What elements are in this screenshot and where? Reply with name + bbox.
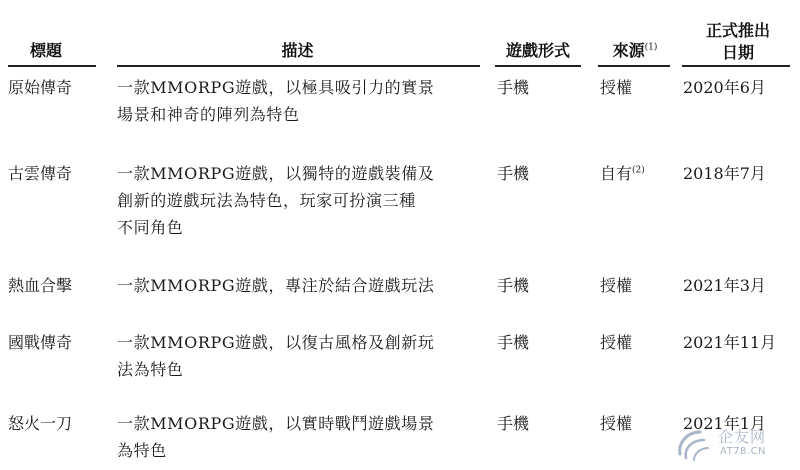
row-description-line: 法為特色 xyxy=(117,360,184,379)
header-source-note: (1) xyxy=(644,42,658,53)
watermark-subtext: AT78.CN xyxy=(720,446,767,457)
row-description xyxy=(117,160,477,241)
header-description: 描述 xyxy=(281,41,314,60)
watermark-text: 企友网 xyxy=(718,428,767,446)
row-format: 手機 xyxy=(497,276,530,295)
row-description-line: 不同角色 xyxy=(117,218,184,237)
row-description xyxy=(117,74,477,128)
row-title: 怒火一刀 xyxy=(8,414,73,433)
header-rule-format xyxy=(495,65,581,67)
header-title: 標題 xyxy=(29,41,62,60)
row-date: 2021年11月 xyxy=(683,333,777,352)
row-source xyxy=(600,272,632,299)
row-date: 2021年3月 xyxy=(683,276,766,295)
row-format: 手機 xyxy=(497,164,530,183)
row-format: 手機 xyxy=(497,333,530,352)
row-format: 手機 xyxy=(497,78,530,97)
header-source xyxy=(600,40,670,62)
header-rule-source xyxy=(598,65,670,67)
row-source xyxy=(600,160,645,187)
row-source-label: 授權 xyxy=(600,414,633,433)
row-description-line: 一款MMORPG遊戲，以獨特的遊戲裝備及 xyxy=(117,164,435,183)
row-title: 熱血合擊 xyxy=(8,276,73,295)
row-date: 2020年6月 xyxy=(683,78,766,97)
header-source-label: 來源 xyxy=(612,41,645,60)
row-source xyxy=(600,410,632,437)
header-format: 遊戲形式 xyxy=(505,41,570,60)
row-description xyxy=(117,410,477,464)
row-description-line: 創新的遊戲玩法為特色，玩家可扮演三種 xyxy=(117,191,416,210)
row-date: 2018年7月 xyxy=(683,164,766,183)
row-source xyxy=(600,74,632,101)
row-source-label: 授權 xyxy=(600,333,633,352)
row-title: 國戰傳奇 xyxy=(8,333,73,352)
row-description xyxy=(117,272,477,299)
row-description xyxy=(117,329,477,383)
row-date: 2021年1月 xyxy=(683,414,766,433)
header-rule-description xyxy=(117,65,480,67)
header-rule-date xyxy=(682,65,790,67)
row-description-line: 為特色 xyxy=(117,441,167,460)
header-launch-date xyxy=(695,20,781,64)
row-title: 古雲傳奇 xyxy=(8,164,73,183)
row-source-label: 授權 xyxy=(600,78,633,97)
watermark-logo-icon xyxy=(674,424,714,462)
row-description-line: 一款MMORPG遊戲，專注於結合遊戲玩法 xyxy=(117,276,435,295)
header-launch-line2: 日期 xyxy=(721,43,754,62)
row-description-line: 一款MMORPG遊戲，以極具吸引力的實景 xyxy=(117,78,435,97)
row-format: 手機 xyxy=(497,414,530,433)
row-title: 原始傳奇 xyxy=(8,78,73,97)
row-description-line: 一款MMORPG遊戲，以復古風格及創新玩 xyxy=(117,333,435,352)
header-rule-title xyxy=(8,65,96,67)
row-source-note: (2) xyxy=(632,165,645,176)
header-launch-line1: 正式推出 xyxy=(705,21,770,40)
row-source-label: 自有 xyxy=(600,164,633,183)
row-source-label: 授權 xyxy=(600,276,633,295)
row-source xyxy=(600,329,632,356)
row-description-line: 一款MMORPG遊戲，以實時戰鬥遊戲場景 xyxy=(117,414,435,433)
row-description-line: 場景和神奇的陣列為特色 xyxy=(117,105,300,124)
watermark xyxy=(674,424,794,464)
